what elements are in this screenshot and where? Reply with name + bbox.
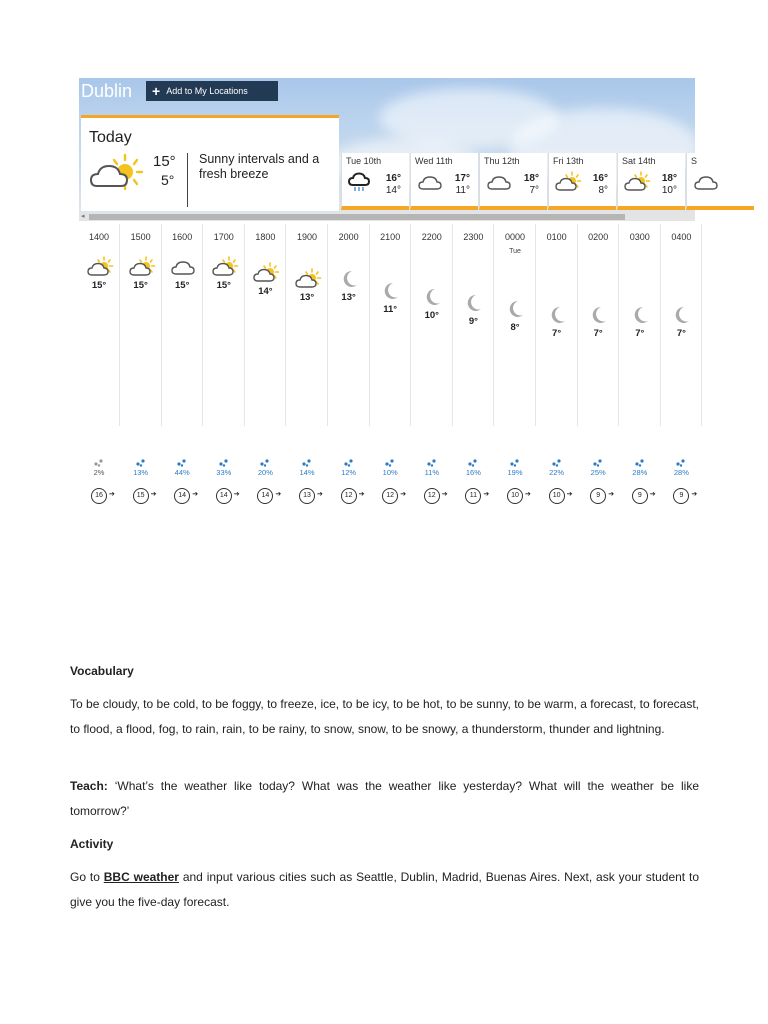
cloud-icon <box>486 171 512 198</box>
wind-speed: 12 <box>424 488 440 504</box>
day-name: Tue 10th <box>346 156 382 166</box>
rain-chance: 28% <box>673 468 689 477</box>
day-tab[interactable] <box>341 153 409 210</box>
wind-speed: 11 <box>465 488 481 504</box>
wind-direction-icon: ➔ <box>358 491 365 498</box>
sun-cloud-icon <box>624 171 650 198</box>
hour-time: 0200 <box>588 232 609 242</box>
moon-icon <box>628 304 654 326</box>
moon-icon <box>378 280 404 302</box>
teach-paragraph <box>70 774 699 824</box>
rain-chance: 25% <box>590 468 606 477</box>
hour-column[interactable] <box>578 224 619 499</box>
wind-direction-icon: ➔ <box>483 491 490 498</box>
hour-time: 1800 <box>255 232 276 242</box>
day-tab[interactable] <box>548 153 616 210</box>
teach-text: ‘What’s the weather like today? What was the weather like yesterday? What will the weather be like tomorrow?’ <box>70 779 699 818</box>
hour-time: 2100 <box>380 232 401 242</box>
day-name: Wed 11th <box>415 156 453 166</box>
moon-icon <box>545 304 571 326</box>
moon-icon <box>586 304 612 326</box>
day-low-temp: 14° <box>385 185 401 196</box>
day-high-temp: 16° <box>592 173 608 184</box>
cloud-icon <box>693 171 719 198</box>
rain-chance: 28% <box>632 468 648 477</box>
hour-time: 1600 <box>172 232 193 242</box>
cloud-icon <box>417 171 443 198</box>
hour-temp: 15° <box>133 280 148 291</box>
city-name: Dublin <box>81 81 133 101</box>
add-location-label: Add to My Locations <box>166 86 248 96</box>
hour-column[interactable] <box>537 224 578 499</box>
day-high-temp: 16° <box>385 173 401 184</box>
hour-column[interactable] <box>121 224 162 499</box>
activity-prefix: Go to <box>70 870 104 884</box>
hour-column[interactable] <box>370 224 411 499</box>
wind-direction-icon: ➔ <box>525 491 531 498</box>
activity-heading: Activity <box>70 837 114 851</box>
today-description: Sunny intervals and a fresh breeze <box>199 152 320 181</box>
day-tab[interactable] <box>479 153 547 210</box>
wind-speed: 12 <box>382 488 398 504</box>
activity-text: and input various cities such as Seattle, Dublin, Madrid, Buenas Aires. Next, ask your student to give you the five-day forecast. <box>70 870 700 909</box>
rain-cloud-icon <box>348 171 374 198</box>
hour-time: 2000 <box>338 232 359 242</box>
plus-icon: + <box>152 83 161 99</box>
rain-chance: 10% <box>382 468 398 477</box>
day-name: S <box>691 156 698 166</box>
wind-speed: 14 <box>174 488 190 504</box>
day-high-temp: 17° <box>454 173 470 184</box>
hour-column[interactable] <box>162 224 203 499</box>
wind-direction-icon: ➔ <box>691 491 698 498</box>
hour-temp: 7° <box>593 328 603 339</box>
sun-cloud-icon <box>89 152 145 201</box>
teach-label: Teach: <box>70 779 108 793</box>
rain-chance: 33% <box>216 468 232 477</box>
wind-speed: 10 <box>549 488 565 504</box>
sun-cloud-icon <box>212 256 238 278</box>
hour-temp: 15° <box>91 280 107 291</box>
sun-cloud-icon <box>129 256 155 278</box>
wind-speed: 9 <box>590 488 606 504</box>
hour-column[interactable] <box>661 224 702 499</box>
hour-temp: 7° <box>676 328 686 339</box>
day-low-temp: 11° <box>455 185 470 196</box>
hour-temp: 7° <box>635 328 645 339</box>
wind-speed: 16 <box>91 488 107 504</box>
rain-chance: 13% <box>133 468 149 477</box>
rain-chance: 20% <box>257 468 273 477</box>
moon-icon <box>337 268 363 290</box>
hour-time: 0100 <box>546 232 567 242</box>
scrollbar[interactable] <box>79 213 695 221</box>
rain-chance: 2% <box>93 468 105 477</box>
hour-column[interactable] <box>287 224 328 499</box>
wind-direction-icon: ➔ <box>400 491 407 498</box>
wind-direction-icon: ➔ <box>150 491 157 498</box>
scrollbar-thumb[interactable] <box>89 214 625 220</box>
hour-column[interactable] <box>245 224 286 499</box>
day-tab[interactable] <box>617 153 685 210</box>
hour-temp: 15° <box>175 280 190 291</box>
wind-direction-icon: ➔ <box>441 491 448 498</box>
wind-direction-icon: ➔ <box>649 491 656 498</box>
wind-speed: 9 <box>632 488 648 504</box>
wind-speed: 15 <box>133 488 149 504</box>
rain-chance: 14% <box>299 468 315 477</box>
scroll-left-icon[interactable]: ◂ <box>81 213 85 220</box>
hour-day-label: Tue <box>509 248 521 255</box>
wind-speed: 9 <box>673 488 689 504</box>
hour-column[interactable] <box>620 224 661 499</box>
hour-temp: 13° <box>299 292 315 303</box>
hour-time: 0300 <box>629 232 650 242</box>
hour-temp: 11° <box>383 304 398 315</box>
hour-column[interactable] <box>329 224 370 499</box>
hour-time: 1700 <box>213 232 234 242</box>
moon-icon <box>420 286 446 308</box>
day-name: Thu 12th <box>484 156 520 166</box>
hour-time: 1500 <box>130 232 151 242</box>
hour-column[interactable] <box>79 224 120 499</box>
sun-cloud-icon <box>555 171 581 198</box>
rain-chance: 12% <box>341 468 357 477</box>
sun-cloud-icon <box>253 262 279 284</box>
day-low-temp: 8° <box>598 185 608 196</box>
day-high-temp: 18° <box>661 173 677 184</box>
hour-temp: 15° <box>216 280 231 291</box>
hour-time: 1900 <box>296 232 318 242</box>
today-low-temp: 5° <box>161 172 175 188</box>
cloud-icon <box>170 256 196 278</box>
hour-temp: 8° <box>510 322 520 333</box>
vocabulary-text: To be cloudy, to be cold, to be foggy, to freeze, ice, to be icy, to be hot, to be sunny, to be warm, a forecast, to forecast, to flood, a flood, fog, to rain, rain, to be rainy, to snow, snow, to be snowy, a thunderstorm, thunder and lightning. <box>70 697 699 736</box>
today-label: Today <box>89 129 132 146</box>
day-tab[interactable] <box>410 153 478 210</box>
today-panel[interactable] <box>81 115 339 211</box>
hour-time: 2200 <box>421 232 442 242</box>
wind-direction-icon: ➔ <box>317 491 323 498</box>
wind-direction-icon: ➔ <box>109 491 115 498</box>
rain-chance: 16% <box>465 468 481 477</box>
wind-speed: 10 <box>507 488 523 504</box>
wind-speed: 14 <box>216 488 232 504</box>
day-low-temp: 10° <box>661 185 677 196</box>
wind-direction-icon: ➔ <box>608 491 615 498</box>
hour-temp: 7° <box>552 328 562 339</box>
wind-direction-icon: ➔ <box>566 491 573 498</box>
hour-time: 1400 <box>88 232 110 242</box>
rain-chance: 19% <box>507 468 523 477</box>
hour-column[interactable] <box>204 224 245 499</box>
weather-screenshot <box>79 78 698 499</box>
day-low-temp: 7° <box>529 185 539 196</box>
rain-chance: 22% <box>549 468 565 477</box>
hour-temp: 13° <box>341 292 356 303</box>
vocabulary-heading: Vocabulary <box>70 664 134 678</box>
wind-speed: 13 <box>299 488 315 504</box>
wind-direction-icon: ➔ <box>233 491 240 498</box>
add-location-button[interactable] <box>146 81 278 101</box>
rain-chance: 11% <box>424 468 440 477</box>
activity-paragraph <box>70 865 699 915</box>
hour-temp: 9° <box>468 316 478 327</box>
divider <box>187 153 188 207</box>
moon-icon <box>669 304 695 326</box>
hour-temp: 10° <box>424 310 439 321</box>
hour-temp: 14° <box>258 286 273 297</box>
wind-direction-icon: ➔ <box>275 491 282 498</box>
day-name: Sat 14th <box>622 156 656 166</box>
moon-icon <box>461 292 487 314</box>
hour-column[interactable] <box>412 224 453 499</box>
hour-time: 2300 <box>463 232 484 242</box>
wind-speed: 12 <box>341 488 357 504</box>
hour-column[interactable] <box>495 224 536 499</box>
sun-cloud-icon <box>87 256 113 278</box>
day-high-temp: 18° <box>523 173 539 184</box>
wind-direction-icon: ➔ <box>192 491 199 498</box>
day-tab[interactable] <box>686 153 754 210</box>
day-name: Fri 13th <box>553 156 584 166</box>
hour-time: 0400 <box>671 232 692 242</box>
bbc-weather-link[interactable]: BBC weather <box>103 870 179 884</box>
moon-icon <box>503 298 529 320</box>
sun-cloud-icon <box>295 268 321 290</box>
wind-speed: 14 <box>257 488 273 504</box>
rain-chance: 44% <box>174 468 190 477</box>
hour-time: 0000 <box>504 232 526 242</box>
today-high-temp: 15° <box>153 153 176 170</box>
hour-column[interactable] <box>453 224 494 499</box>
